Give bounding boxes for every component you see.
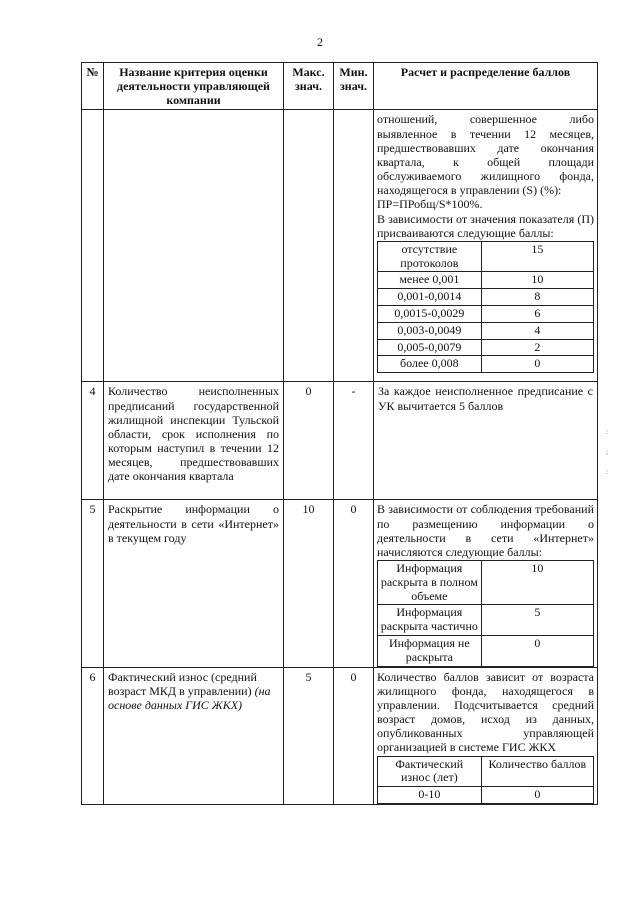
table-header-row <box>82 63 598 110</box>
score-row: Информация раскрыта в полном объеме 10 <box>378 561 594 605</box>
table-row <box>82 500 598 667</box>
row5-calc <box>374 500 598 667</box>
score-row: Информация не раскрыта 0 <box>378 636 594 667</box>
row6-min: 0 <box>334 667 374 804</box>
header-name: Название критерия оценки деятельности управляющей компании <box>104 63 284 110</box>
row6-calc-text: Количество баллов зависит от возраста жилищного фонда, находящегося в управлении. Подсчитывается средний возраст домов, исход из данных, опубликованных управляющей организацией в системе ГИС ЖКХ <box>377 669 594 755</box>
row6-num: 6 <box>82 667 104 804</box>
score-row: 0,001-0,0014 8 <box>378 289 594 306</box>
score-row: менее 0,001 10 <box>378 272 594 289</box>
row6-name-cell <box>104 667 284 804</box>
row5-calc-text: В зависимости от соблюдения требований по размещению информации о деятельности в сети «Интернет» начисляются следующие баллы: <box>377 502 594 559</box>
row6-name-note: (на основе данных ГИС ЖКХ) <box>108 683 271 712</box>
table-row <box>82 382 598 500</box>
header-max: Макс. знач. <box>284 63 334 110</box>
row3-min <box>334 110 374 382</box>
row4-max: 0 <box>284 382 334 500</box>
row5-max: 10 <box>284 500 334 667</box>
margin-mark: : <box>606 468 608 476</box>
row3-calc-text1: отношений, совершенное либо выявленное в течении 12 месяцев, предшествовавших дате окончания квартала, к общей площади обслуживаемого жилищного фонда, находящегося в управлении (S) (%): <box>377 112 594 198</box>
row5-min: 0 <box>334 500 374 667</box>
header-num: № <box>82 63 104 110</box>
row6-calc <box>374 667 598 804</box>
score-header-row: Фактический износ (лет) Количество баллов <box>378 756 594 787</box>
row3-max <box>284 110 334 382</box>
row4-num: 4 <box>82 382 104 500</box>
row3-name <box>104 110 284 382</box>
row5-num: 5 <box>82 500 104 667</box>
row4-calc: За каждое неисполненное предписание с УК вычитается 5 баллов <box>374 382 598 500</box>
criteria-table <box>81 62 598 805</box>
row4-min: - <box>334 382 374 500</box>
row3-calc-text2: В зависимости от значения показателя (П) присваиваются следующие баллы: <box>377 211 594 240</box>
row3-formula: ПР=ПРобщ/S*100%. <box>377 197 483 212</box>
row3-score-table <box>377 241 594 373</box>
table-row <box>82 110 598 382</box>
score-row: 0,005-0,0079 2 <box>378 339 594 356</box>
header-calc: Расчет и распределение баллов <box>374 63 598 110</box>
score-row: 0,0015-0,0029 6 <box>378 306 594 323</box>
score-row: 0,003-0,0049 4 <box>378 322 594 339</box>
row6-max: 5 <box>284 667 334 804</box>
margin-mark: : <box>606 428 608 436</box>
row3-num <box>82 110 104 382</box>
row3-calc <box>374 110 598 382</box>
row6-score-table <box>377 756 594 804</box>
score-row: 0-10 0 <box>378 787 594 804</box>
score-row: Информация раскрыта частично 5 <box>378 605 594 636</box>
row6-name: Фактический износ (средний возраст МКД в управлении) <box>108 669 257 698</box>
row4-name: Количество неисполненных предписаний государственной жилищной инспекции Тульской области, срок исполнения по которым наступил в течении 12 месяцев, предшествовавших дате окончания квартала <box>104 382 284 500</box>
page-number: 2 <box>317 35 323 49</box>
score-row: отсутствие протоколов 15 <box>378 241 594 272</box>
header-min: Мин. знач. <box>334 63 374 110</box>
row5-score-table <box>377 560 594 667</box>
score-row: более 0,008 0 <box>378 356 594 373</box>
table-row <box>82 667 598 804</box>
margin-mark: ; <box>606 448 608 456</box>
row5-name: Раскрытие информации о деятельности в сети «Интернет» в текущем году <box>104 500 284 667</box>
